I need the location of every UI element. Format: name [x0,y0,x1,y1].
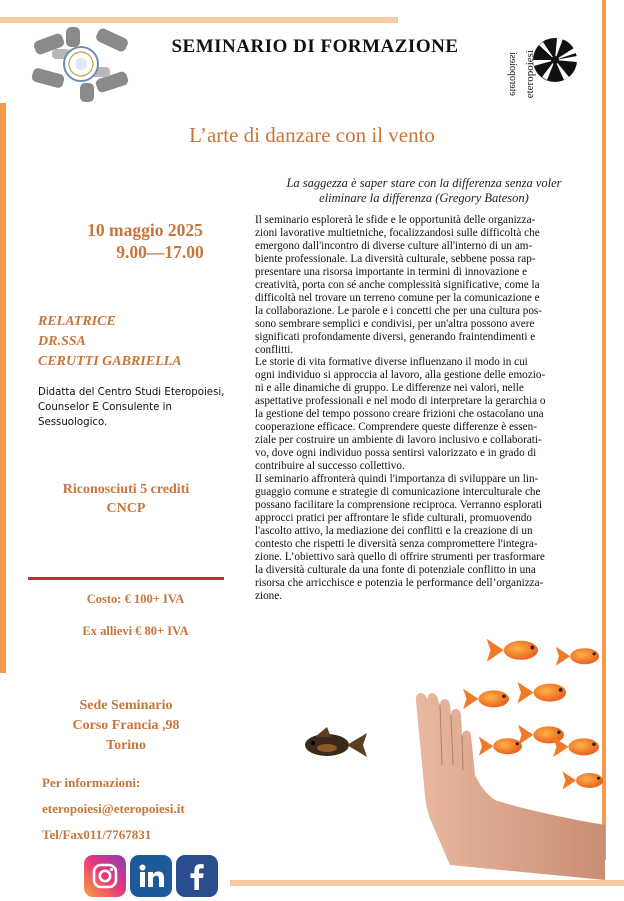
top-accent-bar [0,17,398,23]
contact-email[interactable]: eteropoiesi@eteropoiesi.it [42,801,185,816]
bottom-accent-bar [230,880,624,886]
quote-line-1: La saggezza è saper stare con la differenza senza voler [286,176,562,190]
event-date [50,219,240,263]
logo-text-mirrored: eteropoiesi [507,52,518,96]
hands-circle-logo [30,27,132,102]
linkedin-icon[interactable] [130,855,172,897]
goldfish-hand-illustration [275,625,605,880]
orange-fish-2 [517,682,566,704]
event-description: Il seminario esplorerà le sfide e le opportunità delle organizza- zioni lavorative multietniche, focalizzandosi sulle difficoltà che emergono dall'incontro di diverse culture all'interno di un am- biente professionale. La diversità culturale, sebbene possa rap- presentare una risorsa importante in termini di innovazione e creatività, porta con sé anche complessità significative, come la difficoltà nel trovare un terreno comune per la comunicazione e la collaborazione. Le parole e i concetti che per una cultura pos- sono sembrare semplici e condivisi, per un'altra possono avere significati profondamente diversi, generando fraintendimenti e conflitti. Le storie di vita formative diverse influenzano il modo in cui ogni individuo si approccia al lavoro, alla gestione delle emozio- ni e alle dinamiche di gruppo. Le differenze nei valori, nelle aspettative professionali e nel modo di interpretare la gerarchia o la gestione del tempo possono creare frizioni che ostacolano una cooperazione efficace. Comprendere queste differenze è essen- ziale per costruire un ambiente di lavoro inclusivo e collaborati- vo, dove ogni individuo possa sentirsi valorizzato e in grado di contribuire al successo collettivo. Il seminario affronterà quindi l'importanza di sviluppare un lin- guaggio comune e strategie di comunicazione interculturale che possano facilitare la comprensione reciproca. Verranno esplorati approcci pratici per affrontare le sfide culturali, promuovendo l'ascolto attivo, la mediazione dei conflitti e la creazione di un contesto che rispetti le diversità senza compromettere l'integra- zione. L’obiettivo sarà quello di offrire strumenti per trasformare la diversità culturale da una fonte di potenziale conflitto in una risorsa che arricchisce e potenzia le performance dell’organizza- zione. [255,214,546,602]
relatrice-label: RELATRICE [38,314,116,329]
date-text: 10 maggio 2025 [87,220,203,240]
venue-city: Torino [106,738,146,753]
event-title: L’arte di danzare con il vento [189,123,435,147]
credits-info [28,480,224,518]
venue-label: Sede Seminario [79,698,173,713]
left-accent-bar [0,103,6,673]
cost-students: Ex allievi € 80+ IVA [82,624,189,638]
instagram-icon[interactable] [84,855,126,897]
time-text: 9.00—17.00 [116,242,204,262]
page-header-title: SEMINARIO DI FORMAZIONE [171,36,459,57]
speaker-name: CERUTTI GABRIELLA [38,354,182,369]
orange-fish-6 [479,737,522,756]
speaker-block [38,312,182,372]
credits-line-2: CNCP [106,501,146,516]
raised-hand [416,693,605,880]
cost: Costo: € 100+ IVA [86,592,185,606]
logo-text: eteropoiesi [524,50,536,99]
quote [244,176,604,206]
speaker-description: Didatta del Centro Studi Eteropoiesi, Counselor E Consulente in Sessuologico. [38,387,225,428]
orange-fish-1 [487,639,538,662]
quote-line-2: eliminare la differenza (Gregory Bateson) [319,191,529,205]
credits-line-1: Riconosciuti 5 crediti [62,482,190,497]
contact-block [42,770,185,848]
speaker-title: DR.SSA [38,334,86,349]
contact-phone: Tel/Fax011/7767831 [42,827,152,842]
venue-address: Corso Francia ,98 [72,718,180,733]
divider [28,577,224,580]
eteropoiesi-logo [507,32,580,106]
orange-fish-8 [563,772,604,790]
orange-fish-3 [463,689,509,709]
spiral-icon [510,32,580,106]
social-links [84,855,218,897]
dark-fish [305,727,367,757]
info-label: Per informazioni: [42,775,141,790]
venue-block [28,696,224,756]
orange-fish-4 [556,647,599,666]
facebook-icon[interactable] [176,855,218,897]
